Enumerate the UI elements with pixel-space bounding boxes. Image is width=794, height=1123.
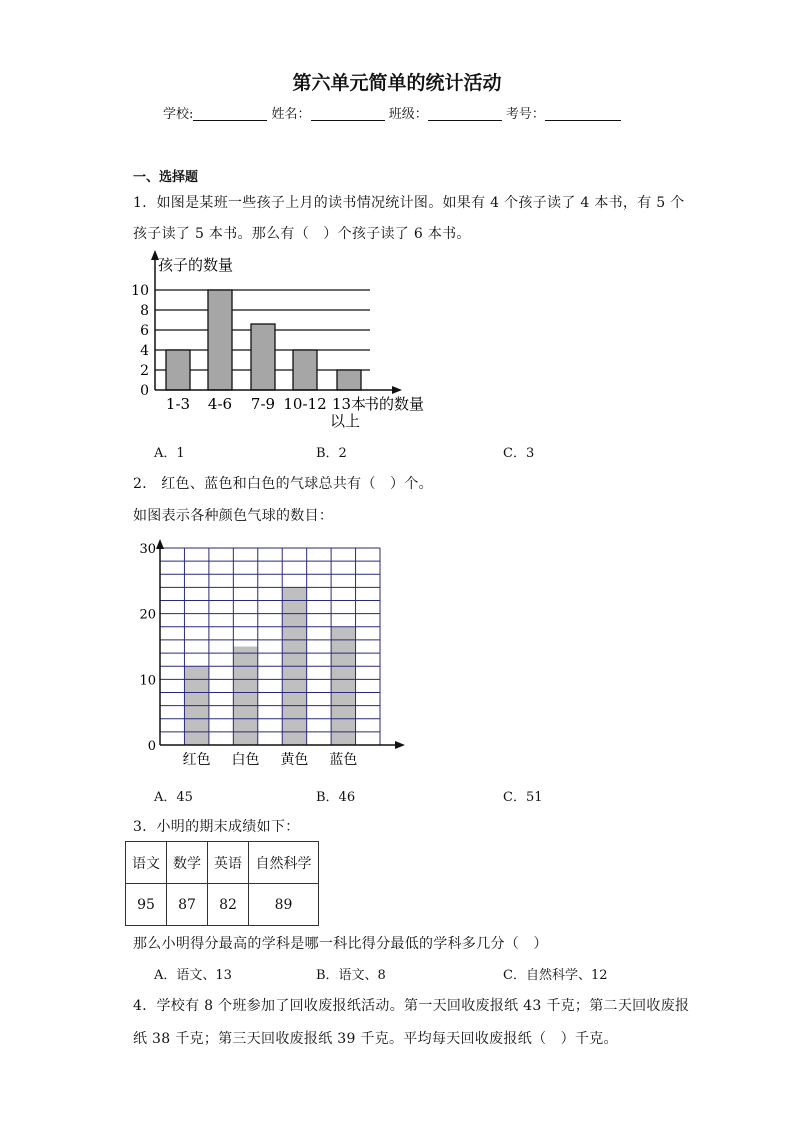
score-table-header-row [126, 842, 319, 884]
q2-text-line2: 如图表示各种颜色气球的数目： [133, 508, 334, 524]
score-table-header: 数学 [167, 842, 208, 884]
q2-option-b[interactable]: B．46 [316, 790, 356, 805]
q3-option-c[interactable]: C．自然科学、12 [503, 968, 608, 983]
q2-bar [233, 647, 257, 746]
page-title: 第六单元简单的统计活动 [292, 72, 502, 94]
q1-x-axis-arrow [392, 386, 402, 394]
q1-y-tick-label: 10 [131, 283, 149, 299]
section-title: 一、选择题 [133, 170, 199, 185]
class-field[interactable] [428, 107, 502, 121]
exam-number-field[interactable] [545, 107, 621, 121]
name-field[interactable] [311, 107, 385, 121]
q1-text-line2: 孩子读了 5 本书。那么有（ ）个孩子读了 6 本书。 [133, 226, 471, 242]
q1-bar [337, 370, 361, 390]
q2-y-tick-label: 30 [139, 542, 156, 557]
q3-text-line1: 3．小明的期末成绩如下： [133, 819, 300, 835]
score-table-value-row [126, 884, 319, 926]
q1-bar-chart [130, 250, 450, 435]
score-table-header: 英语 [208, 842, 249, 884]
score-table-cell: 95 [126, 884, 167, 926]
score-table-cell: 87 [167, 884, 208, 926]
score-table-header: 自然科学 [249, 842, 319, 884]
q1-x-tick-label: 10-12 [283, 395, 327, 413]
q1-x-tick-label: 1-3 [165, 395, 191, 413]
q1-bar [208, 290, 232, 390]
q2-y-tick-label: 20 [139, 607, 156, 623]
q1-option-b[interactable]: B．2 [316, 446, 347, 461]
q1-x-axis-title: 书的数量 [364, 395, 425, 413]
q4-text-line2: 纸 38 千克；第三天回收废报纸 39 千克。平均每天回收废报纸（ ）千克。 [133, 1031, 618, 1047]
q1-y-tick-label: 2 [140, 363, 149, 379]
name-label: 姓名： [271, 107, 311, 122]
school-field[interactable] [193, 107, 267, 121]
q1-x-tick-label: 13本 [331, 395, 367, 413]
q2-bar-chart [135, 535, 410, 770]
q3-option-a[interactable]: A．语文、13 [154, 968, 232, 983]
score-table-cell: 89 [249, 884, 319, 926]
q2-bar [331, 627, 355, 745]
q1-x-tick-label: 以上 [329, 412, 361, 430]
q4-text-line1: 4．学校有 8 个班参加了回收废报纸活动。第一天回收废报纸 43 千克；第二天回收废报 [133, 998, 690, 1014]
q2-x-tick-label: 红色 [182, 752, 211, 768]
q3-text-line2: 那么小明得分最高的学科是哪一科比得分最低的学科多几分（ ） [133, 936, 548, 952]
exam-number-label: 考号： [505, 107, 545, 122]
score-table [125, 841, 319, 926]
score-table-header: 语文 [126, 842, 167, 884]
q1-text-line1: 1．如图是某班一些孩子上月的读书情况统计图。如果有 4 个孩子读了 4 本书，有 5 个 [133, 195, 685, 211]
q2-x-tick-label: 白色 [231, 752, 260, 768]
q2-x-tick-label: 蓝色 [329, 752, 358, 768]
q1-bar [293, 350, 317, 390]
school-label: 学校: [163, 107, 194, 122]
student-info-line [163, 103, 621, 122]
q1-option-c[interactable]: C．3 [503, 446, 535, 461]
class-label: 班级： [388, 107, 428, 122]
q1-y-tick-label: 4 [140, 343, 149, 359]
q2-option-a[interactable]: A．45 [154, 790, 193, 805]
q1-y-tick-label: 0 [140, 383, 149, 399]
q2-y-tick-label: 0 [147, 739, 156, 754]
q1-y-axis-title: 孩子的数量 [158, 256, 234, 274]
score-table-cell: 82 [208, 884, 249, 926]
q2-x-tick-label: 黄色 [280, 752, 309, 768]
q1-bar [166, 350, 190, 390]
q1-x-tick-label: 4-6 [207, 395, 233, 413]
q1-y-tick-label: 8 [140, 303, 149, 319]
q1-y-tick-label: 6 [140, 323, 149, 339]
q2-text-line1: 2． 红色、蓝色和白色的气球总共有（ ）个。 [133, 476, 433, 492]
q2-option-c[interactable]: C．51 [503, 790, 543, 805]
q3-option-b[interactable]: B．语文、8 [316, 968, 386, 983]
q2-x-axis-arrow [395, 741, 405, 749]
q2-y-tick-label: 10 [139, 673, 156, 689]
q1-bar [251, 324, 275, 390]
q2-y-axis-arrow [156, 539, 164, 549]
q1-x-tick-label: 7-9 [250, 395, 276, 413]
q1-option-a[interactable]: A．1 [154, 446, 185, 461]
